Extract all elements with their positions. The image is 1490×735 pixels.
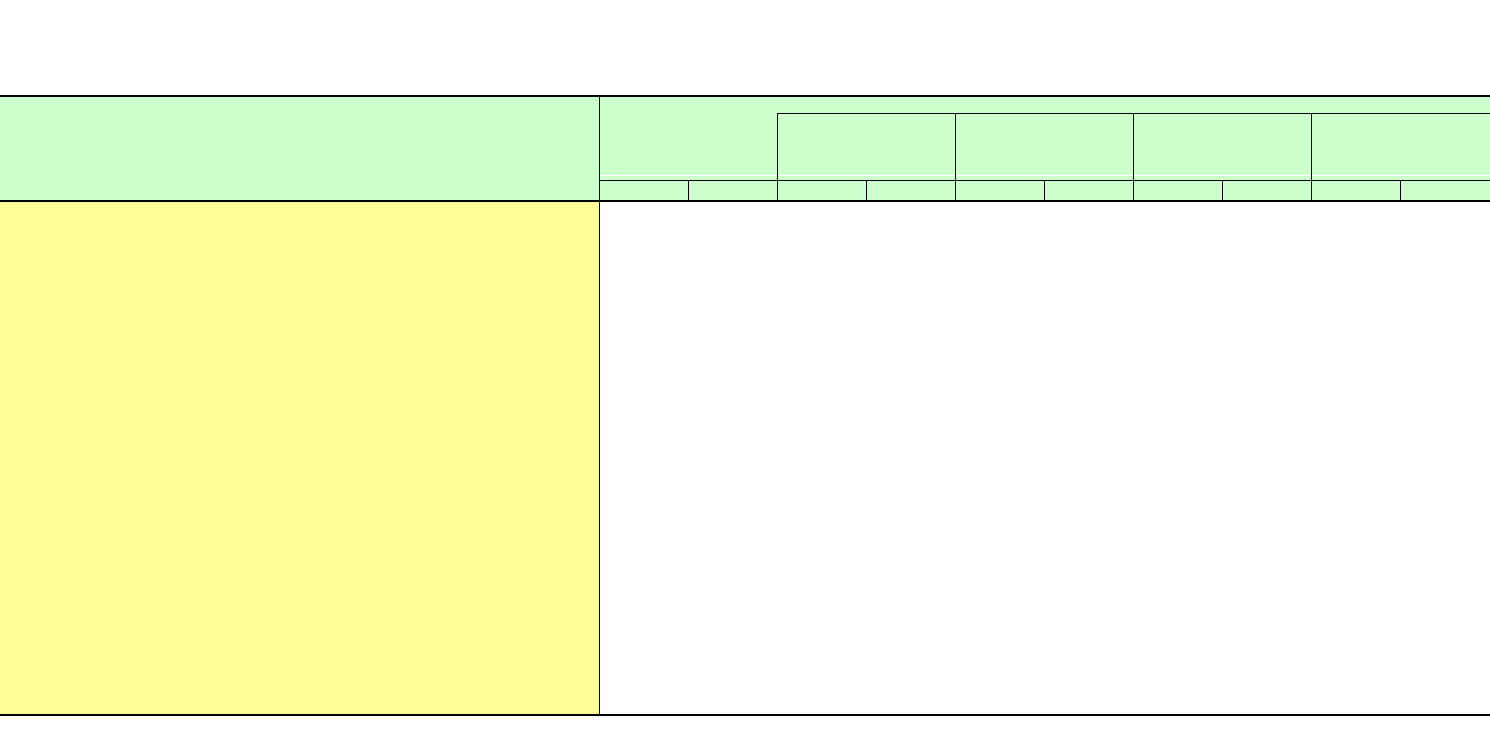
year-divider-v	[1044, 180, 1045, 201]
group-divider	[777, 113, 778, 201]
table-bottom-rule	[0, 714, 1490, 716]
label-data-divider	[599, 97, 600, 714]
year-divider-v	[688, 180, 689, 201]
table-top-rule	[0, 95, 1490, 97]
year-divider-v	[1222, 180, 1223, 201]
group-divider	[1311, 113, 1312, 201]
header-bottom-rule	[0, 200, 1490, 202]
year-divider-v	[1400, 180, 1401, 201]
year-divider-v	[866, 180, 867, 201]
group-top-rule	[777, 113, 1490, 114]
header-label-band	[0, 97, 599, 200]
group-divider	[955, 113, 956, 201]
group-divider	[1133, 113, 1134, 201]
indicator-table	[0, 95, 1490, 716]
header-group-band	[600, 97, 1490, 175]
year-divider	[600, 180, 1490, 181]
row-label-band	[0, 202, 599, 714]
